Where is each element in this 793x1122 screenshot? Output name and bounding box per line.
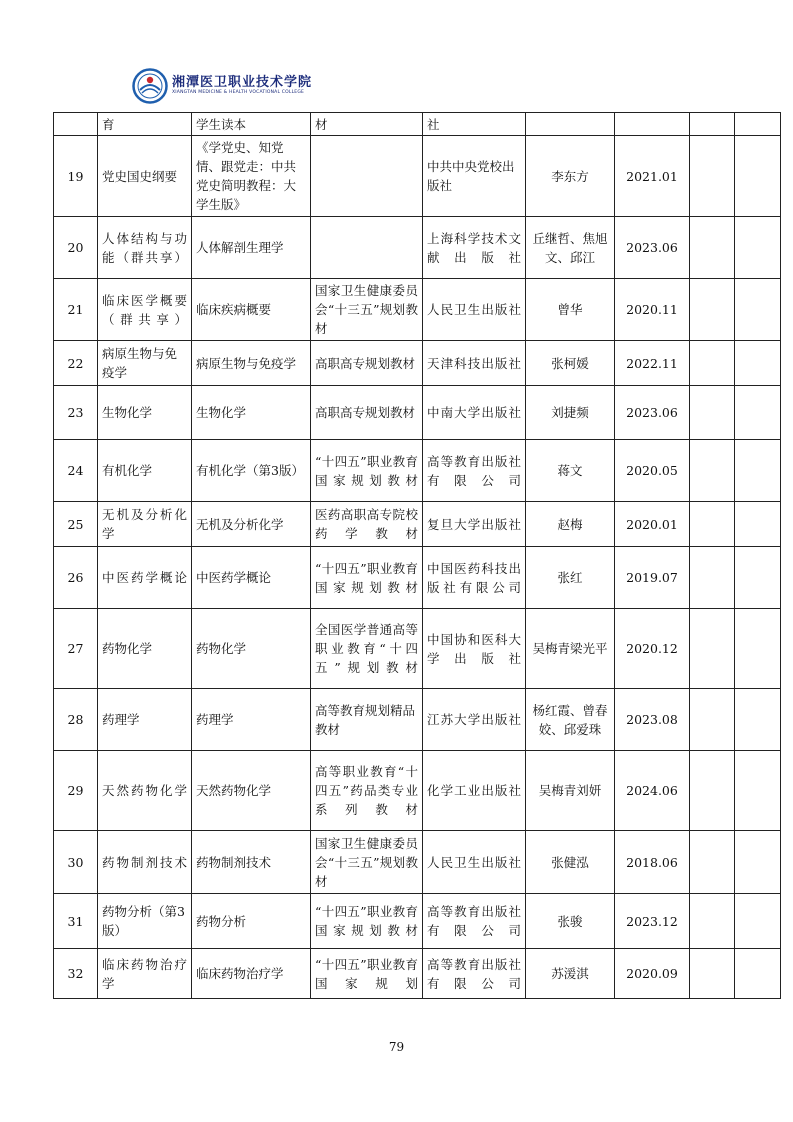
cell-empty — [690, 136, 735, 217]
cell-date: 2023.08 — [615, 689, 690, 751]
cell-empty — [690, 440, 735, 502]
cell-no: 24 — [54, 440, 98, 502]
cell-book: 人体解剖生理学 — [192, 217, 311, 279]
school-logo-icon — [132, 68, 168, 104]
cell-date: 2022.11 — [615, 341, 690, 386]
cell-course: 临床医学概要（群共享） — [98, 279, 192, 341]
cell-date: 2023.06 — [615, 217, 690, 279]
table-row — [54, 894, 781, 949]
cell-course: 生物化学 — [98, 386, 192, 440]
cell-date: 2023.06 — [615, 386, 690, 440]
table-row — [54, 440, 781, 502]
textbook-table — [53, 112, 781, 999]
cell-type — [311, 217, 423, 279]
table-cell: 育 — [98, 113, 192, 136]
cell-type: 国家卫生健康委员会“十三五”规划教材 — [311, 831, 423, 894]
cell-author: 李东方 — [526, 136, 615, 217]
cell-empty — [690, 386, 735, 440]
cell-empty — [690, 547, 735, 609]
cell-empty — [735, 949, 781, 999]
cell-type: 高等教育规划精品教材 — [311, 689, 423, 751]
table-row — [54, 279, 781, 341]
cell-empty — [690, 949, 735, 999]
cell-book: 天然药物化学 — [192, 751, 311, 831]
cell-course: 党史国史纲要 — [98, 136, 192, 217]
cell-author: 蒋文 — [526, 440, 615, 502]
cell-publisher: 中国协和医科大学出版社 — [423, 609, 526, 689]
page-number: 79 — [388, 1040, 405, 1054]
cell-course: 中医药学概论 — [98, 547, 192, 609]
cell-author: 曾华 — [526, 279, 615, 341]
cell-date: 2019.07 — [615, 547, 690, 609]
cell-no: 26 — [54, 547, 98, 609]
cell-publisher: 天津科技出版社 — [423, 341, 526, 386]
cell-no: 23 — [54, 386, 98, 440]
cell-no: 25 — [54, 502, 98, 547]
cell-date: 2020.05 — [615, 440, 690, 502]
cell-author: 杨红霞、曾春姣、邱爱珠 — [526, 689, 615, 751]
cell-empty — [735, 894, 781, 949]
cell-author: 张健泓 — [526, 831, 615, 894]
school-name-english: XIANGTAN MEDICINE & HEALTH VOCATIONAL COLLEGE — [172, 90, 305, 96]
table-row — [54, 341, 781, 386]
cell-publisher: 化学工业出版社 — [423, 751, 526, 831]
cell-no: 28 — [54, 689, 98, 751]
cell-type: “十四五”职业教育国家规划教材 — [311, 440, 423, 502]
cell-no: 31 — [54, 894, 98, 949]
school-name: 湘潭医卫职业技术学院 — [172, 75, 313, 91]
cell-publisher: 中南大学出版社 — [423, 386, 526, 440]
cell-course: 药理学 — [98, 689, 192, 751]
cell-empty — [735, 440, 781, 502]
table-row — [54, 386, 781, 440]
cell-empty — [690, 894, 735, 949]
cell-author: 赵梅 — [526, 502, 615, 547]
cell-no: 22 — [54, 341, 98, 386]
cell-course: 药物化学 — [98, 609, 192, 689]
cell-empty — [735, 609, 781, 689]
cell-empty — [735, 502, 781, 547]
table-row — [54, 547, 781, 609]
cell-publisher: 高等教育出版社有限公司 — [423, 949, 526, 999]
table-row — [54, 217, 781, 279]
cell-book: 药物化学 — [192, 609, 311, 689]
cell-book: 临床疾病概要 — [192, 279, 311, 341]
cell-type: 国家卫生健康委员会“十三五”规划教材 — [311, 279, 423, 341]
cell-empty — [690, 609, 735, 689]
cell-type: 全国医学普通高等职业教育“十四五”规划教材 — [311, 609, 423, 689]
table-cell — [54, 113, 98, 136]
cell-no: 30 — [54, 831, 98, 894]
cell-publisher: 高等教育出版社有限公司 — [423, 440, 526, 502]
table-cell: 学生读本 — [192, 113, 311, 136]
cell-empty — [690, 831, 735, 894]
table-cell: 社 — [423, 113, 526, 136]
cell-empty — [735, 751, 781, 831]
table-cell — [690, 113, 735, 136]
cell-author: 刘捷频 — [526, 386, 615, 440]
cell-date: 2023.12 — [615, 894, 690, 949]
cell-course: 病原生物与免疫学 — [98, 341, 192, 386]
table-cell: 材 — [311, 113, 423, 136]
cell-publisher: 人民卫生出版社 — [423, 831, 526, 894]
cell-book: 病原生物与免疫学 — [192, 341, 311, 386]
cell-empty — [690, 279, 735, 341]
cell-author: 丘继哲、焦旭文、邱江 — [526, 217, 615, 279]
cell-type: 高职高专规划教材 — [311, 341, 423, 386]
table-row — [54, 502, 781, 547]
cell-empty — [690, 751, 735, 831]
cell-author: 张红 — [526, 547, 615, 609]
cell-type: 医药高职高专院校药学教材 — [311, 502, 423, 547]
cell-course: 药物制剂技术 — [98, 831, 192, 894]
table-cell — [526, 113, 615, 136]
cell-no: 27 — [54, 609, 98, 689]
cell-empty — [735, 136, 781, 217]
cell-book: 无机及分析化学 — [192, 502, 311, 547]
cell-no: 19 — [54, 136, 98, 217]
table-row — [54, 831, 781, 894]
cell-empty — [735, 386, 781, 440]
cell-empty — [735, 279, 781, 341]
cell-book: 《学党史、知党情、跟党走：中共党史简明教程：大学生版》 — [192, 136, 311, 217]
cell-book: 药理学 — [192, 689, 311, 751]
cell-author: 张柯媛 — [526, 341, 615, 386]
cell-publisher: 人民卫生出版社 — [423, 279, 526, 341]
cell-empty — [690, 689, 735, 751]
cell-course: 人体结构与功能（群共享） — [98, 217, 192, 279]
cell-date: 2024.06 — [615, 751, 690, 831]
cell-type — [311, 136, 423, 217]
cell-course: 无机及分析化学 — [98, 502, 192, 547]
cell-course: 天然药物化学 — [98, 751, 192, 831]
cell-type: 高职高专规划教材 — [311, 386, 423, 440]
table-row — [54, 751, 781, 831]
cell-author: 苏湲淇 — [526, 949, 615, 999]
table-row — [54, 689, 781, 751]
cell-date: 2021.01 — [615, 136, 690, 217]
cell-empty — [690, 341, 735, 386]
cell-book: 有机化学（第3版） — [192, 440, 311, 502]
cell-date: 2020.12 — [615, 609, 690, 689]
cell-no: 32 — [54, 949, 98, 999]
table-cell — [615, 113, 690, 136]
cell-publisher: 江苏大学出版社 — [423, 689, 526, 751]
cell-book: 临床药物治疗学 — [192, 949, 311, 999]
cell-type: “十四五”职业教育国家规划教材 — [311, 894, 423, 949]
table-row — [54, 949, 781, 999]
table-header-row — [54, 113, 781, 136]
cell-date: 2020.11 — [615, 279, 690, 341]
cell-date: 2018.06 — [615, 831, 690, 894]
cell-no: 29 — [54, 751, 98, 831]
cell-course: 有机化学 — [98, 440, 192, 502]
page-header — [132, 66, 312, 106]
cell-no: 21 — [54, 279, 98, 341]
table-row — [54, 609, 781, 689]
cell-author: 吴梅青刘妍 — [526, 751, 615, 831]
cell-author: 张骏 — [526, 894, 615, 949]
cell-publisher: 复旦大学出版社 — [423, 502, 526, 547]
cell-type: “十四五”职业教育国家规划教材 — [311, 547, 423, 609]
cell-author: 吴梅青梁光平 — [526, 609, 615, 689]
cell-empty — [690, 502, 735, 547]
cell-course: 临床药物治疗学 — [98, 949, 192, 999]
cell-book: 中医药学概论 — [192, 547, 311, 609]
cell-empty — [735, 341, 781, 386]
cell-empty — [690, 217, 735, 279]
cell-empty — [735, 831, 781, 894]
cell-book: 药物制剂技术 — [192, 831, 311, 894]
table-row — [54, 136, 781, 217]
cell-book: 药物分析 — [192, 894, 311, 949]
cell-empty — [735, 217, 781, 279]
cell-empty — [735, 689, 781, 751]
cell-type: “十四五”职业教育国家规划 — [311, 949, 423, 999]
cell-no: 20 — [54, 217, 98, 279]
cell-date: 2020.09 — [615, 949, 690, 999]
cell-book: 生物化学 — [192, 386, 311, 440]
cell-empty — [735, 547, 781, 609]
cell-course: 药物分析（第3版） — [98, 894, 192, 949]
cell-publisher: 中国医药科技出版社有限公司 — [423, 547, 526, 609]
cell-publisher: 中共中央党校出版社 — [423, 136, 526, 217]
cell-date: 2020.01 — [615, 502, 690, 547]
cell-publisher: 高等教育出版社有限公司 — [423, 894, 526, 949]
cell-type: 高等职业教育“十四五”药品类专业系列教材 — [311, 751, 423, 831]
table-cell — [735, 113, 781, 136]
cell-publisher: 上海科学技术文献出版社 — [423, 217, 526, 279]
